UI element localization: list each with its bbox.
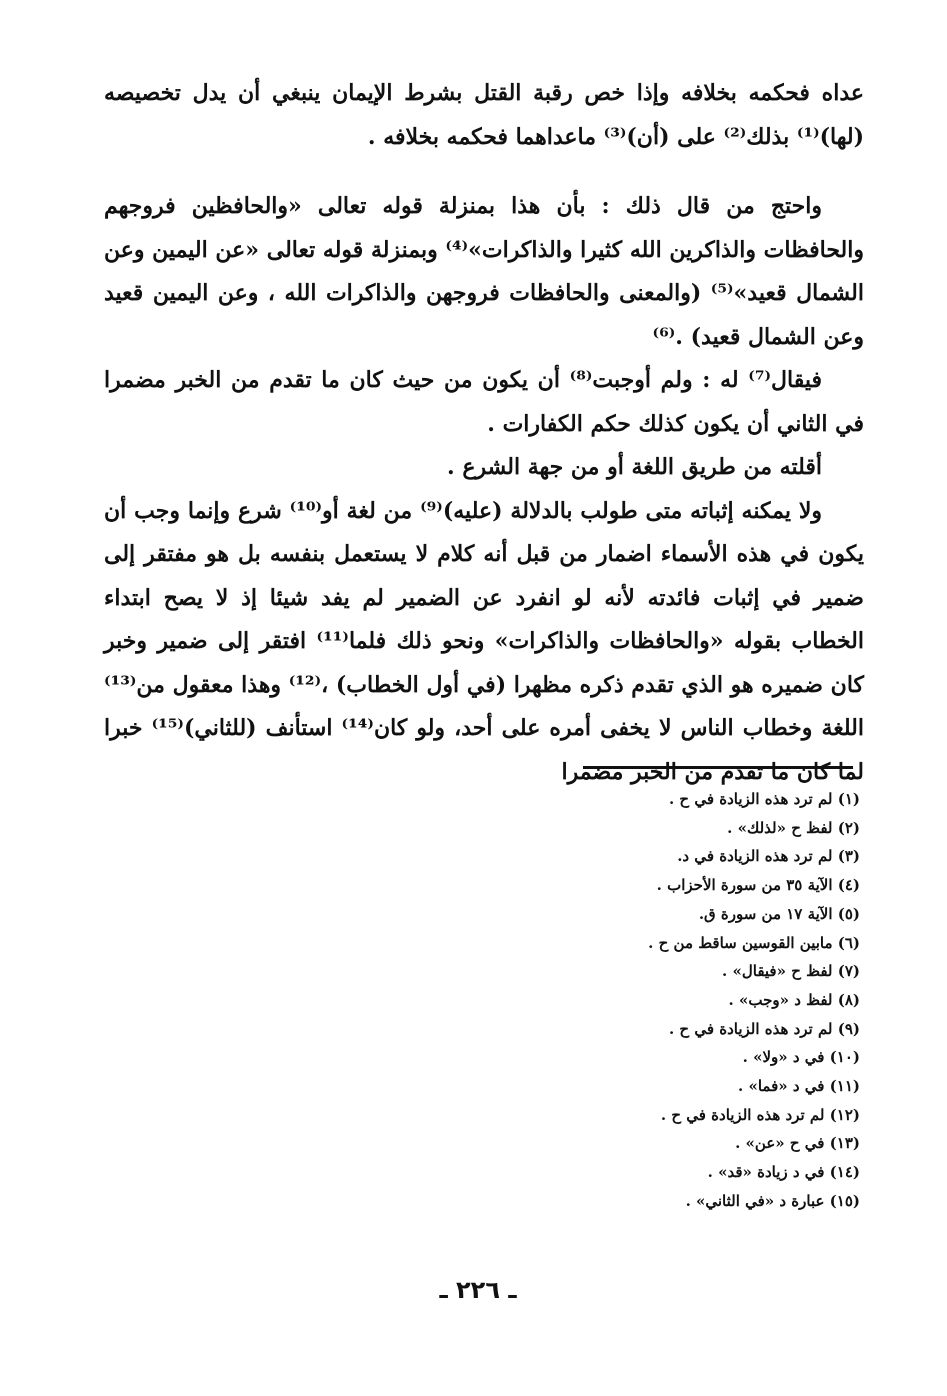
footnote-2: (٢) لفظ ح «لذلك» .	[727, 818, 860, 837]
footnote-3: (٣) لم ترد هذه الزيادة في د.	[677, 847, 860, 866]
footnote-7: (٧) لفظ ح «فيقال» .	[722, 962, 860, 981]
footnote-9: (٩) لم ترد هذه الزيادة في ح .	[668, 1019, 860, 1038]
page-number: ـ ٢٢٦ ـ	[439, 1276, 517, 1304]
paragraph-5: ولا يمكنه إثباته متى طولب بالدلالة (عليه)⁽⁹⁾ من لغة أو⁽¹⁰⁾ شرع وإنما وجب أن يكون في هذه الأسماء اضمار من قبل أنه كلام لا يستعمل بنفسه بل هو مفتقر إلى ضمير في إثبات فائدته لأنه لو انفرد عن الضمير لم يفد شيئا إذ لا يصح ابتداء الخطاب بقوله «والحافظات والذاكرات» ونحو ذلك فلما⁽¹¹⁾ افتقر إلى ضمير وخبر كان ضميره هو الذي تقدم ذكره مظهرا (في أول الخطاب) ،⁽¹²⁾ وهذا معقول من⁽¹³⁾ اللغة وخطاب الناس لا يخفى أمره على أحد، ولو كان⁽¹⁴⁾ استأنف (للثاني)⁽¹⁵⁾ خبرا لما كان ما تقدم من الخبر مضمرا	[104, 497, 864, 785]
footnote-8: (٨) لفظ د «وجب» .	[728, 990, 860, 1009]
footnote-11: (١١) في د «فما» .	[738, 1077, 860, 1096]
footnote-10: (١٠) في د «ولا» .	[742, 1048, 860, 1067]
footnote-1: (١) لم ترد هذه الزيادة في ح .	[668, 790, 860, 808]
paragraph-1: عداه فحكمه بخلافه وإذا خص رقبة القتل بشرط الإيمان ينبغي أن يدل تخصيصه (لها)⁽¹⁾ بذلك⁽²⁾ على (أن)⁽³⁾ ماعداهما فحكمه بخلافه .	[104, 80, 864, 150]
footnote-separator	[583, 766, 853, 769]
paragraph-4: أقلته من طريق اللغة أو من جهة الشرع .	[447, 454, 822, 480]
footnote-12: (١٢) لم ترد هذه الزيادة في ح .	[660, 1105, 860, 1124]
paragraph-2: واحتج من قال ذلك : بأن هذا بمنزلة قوله تعالى «والحافظين فروجهم والحافظات والذاكرين الله كثيرا والذاكرات»⁽⁴⁾ وبمنزلة قوله تعالى «عن اليمين وعن الشمال قعيد»⁽⁵⁾ (والمعنى والحافظات فروجهن والذاكرات الله ، وعن اليمين قعيد وعن الشمال قعيد) .⁽⁶⁾	[104, 193, 864, 350]
footnotes	[440, 785, 860, 1216]
paragraph-3: فيقال⁽⁷⁾ له : ولم أوجبت⁽⁸⁾ أن يكون من حيث كان ما تقدم من الخبر مضمرا في الثاني أن يكون كذلك حكم الكفارات .	[104, 367, 864, 437]
footnote-13: (١٣) في ح «عن» .	[735, 1134, 860, 1153]
main-text	[104, 72, 864, 794]
footnote-15: (١٥) عبارة د «في الثاني» .	[685, 1191, 860, 1210]
footnote-4: (٤) الآية ٣٥ من سورة الأحزاب .	[656, 876, 860, 895]
footnote-6: (٦) مابين القوسين ساقط من ح .	[648, 933, 860, 952]
footnote-14: (١٤) في د زيادة «قد» .	[707, 1163, 860, 1182]
footnote-5: (٥) الآية ١٧ من سورة ق.	[698, 904, 860, 923]
